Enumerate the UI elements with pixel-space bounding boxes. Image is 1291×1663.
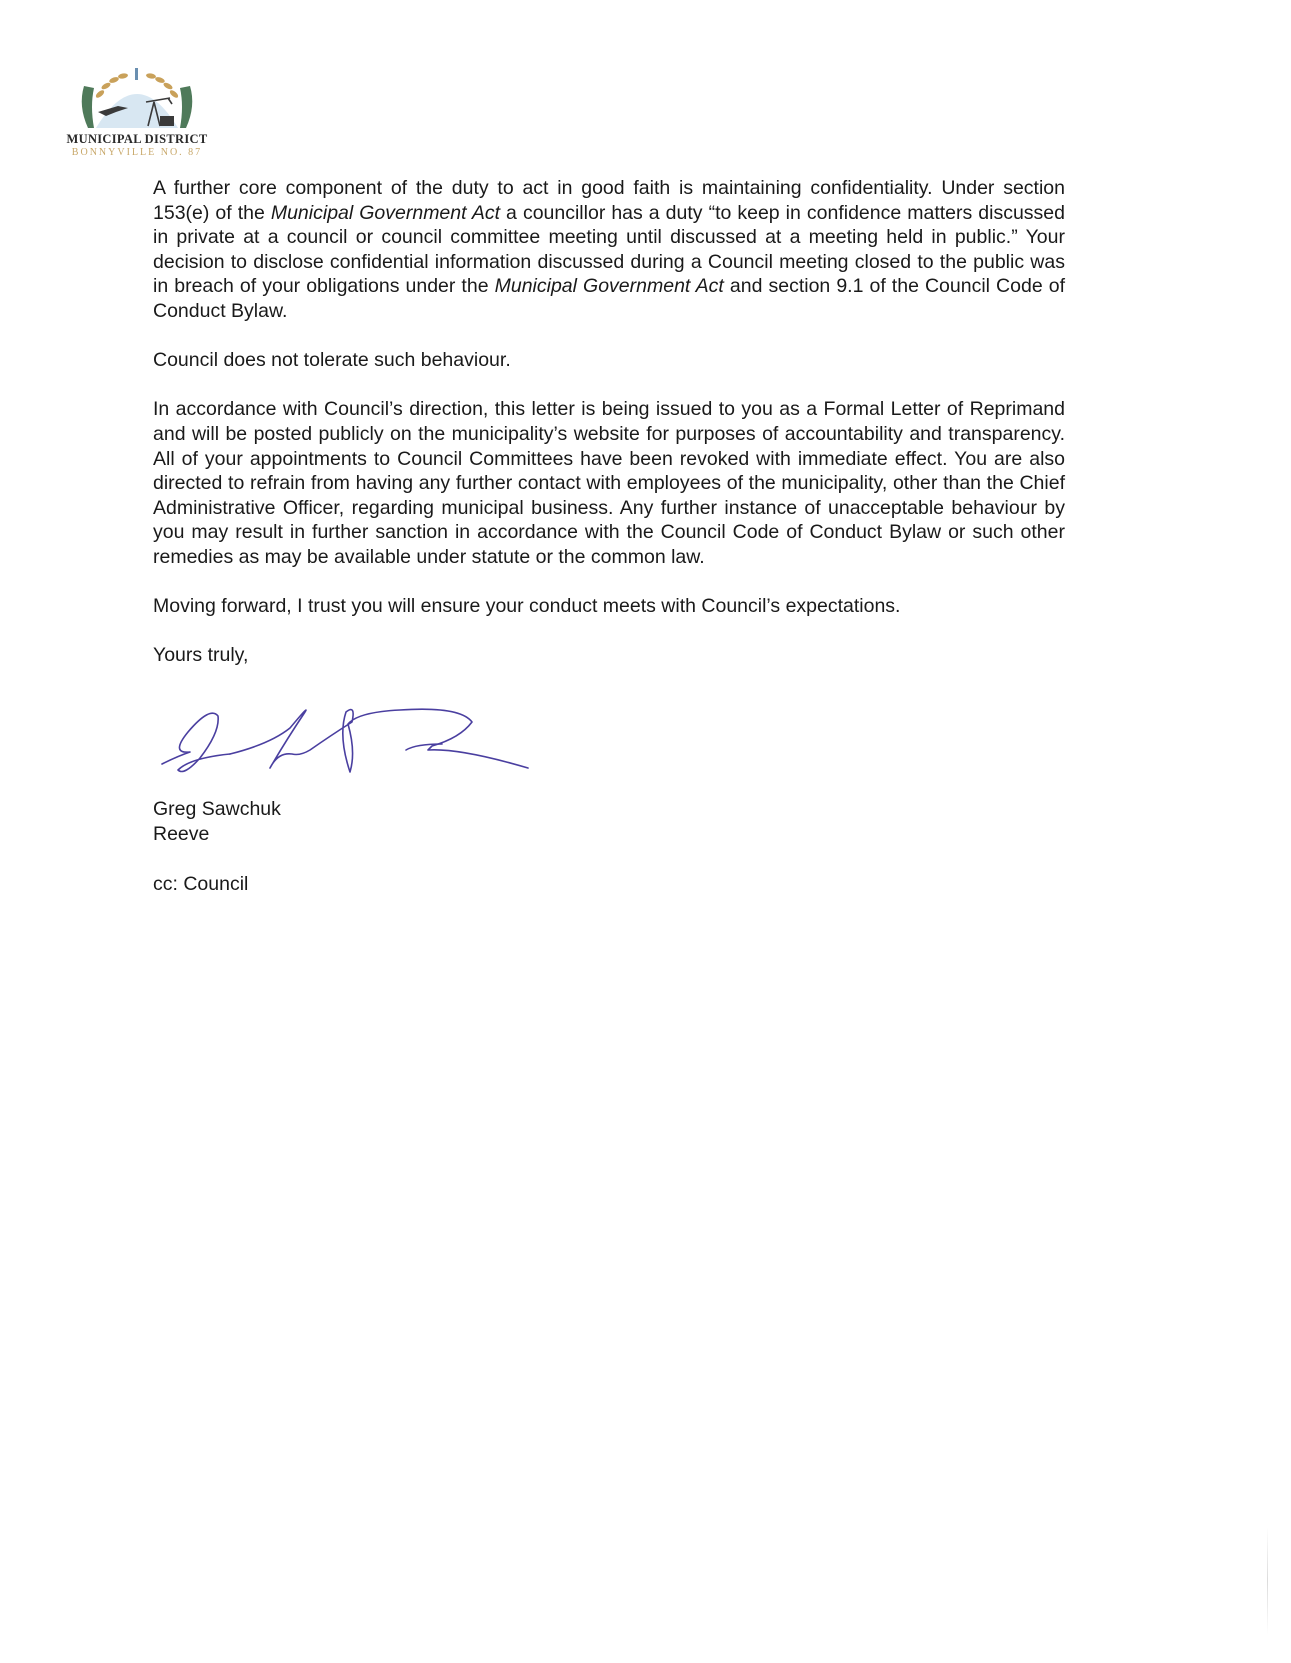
paragraph-text: A further core component of the duty to act in good faith is maintaining confidentiality. Under section 153(e) of the <box>153 177 1065 224</box>
paragraph-tolerance <box>153 348 1065 373</box>
paragraph-text: Moving forward, I trust you will ensure your conduct meets with Council’s expectations. <box>153 595 901 618</box>
signer-name: Greg Sawchuk <box>153 798 281 820</box>
signature-block <box>153 797 281 847</box>
paragraph-text: In accordance with Council’s direction, this letter is being issued to you as a Formal Letter of Reprimand and will be posted publicly on the municipality’s website for purposes of accountability and transparency. All of your appointments to Council Committees have been revoked with immediate effect. You are also directed to refrain from having any further contact with employees of the municipality, other than the Chief Administrative Officer, regarding municipal business. Any further instance of unacceptable behaviour by you may result in further sanction in accordance with the Council Code of Conduct Bylaw or such other remedies as may be available under statute or the common law. <box>153 398 1065 568</box>
closing-text: Yours truly, <box>153 644 249 667</box>
handwritten-signature-icon <box>160 692 540 792</box>
act-title-italic: Municipal Government Act <box>494 275 724 298</box>
letter-body <box>153 176 1065 692</box>
cc-line: cc: Council <box>153 873 249 895</box>
paragraph-text: and section 9.1 of the Council Code of Conduct Bylaw. <box>153 275 1065 322</box>
closing <box>153 643 1065 668</box>
logo-title: MUNICIPAL DISTRICT <box>66 132 208 146</box>
paragraph-moving-forward <box>153 594 1065 619</box>
paragraph-text: a councillor has a duty “to keep in confidence matters discussed in private at a council or council committee meeting until discussed at a meeting held in public.” Your decision to disclose confidential information discussed during a Council meeting closed to the public was in breach of your obligations under the <box>153 201 1065 298</box>
paragraph-text: Council does not tolerate such behaviour. <box>153 349 511 372</box>
signer-title: Reeve <box>153 823 210 845</box>
act-title-italic: Municipal Government Act <box>270 201 501 224</box>
paragraph-reprimand <box>153 397 1065 569</box>
municipal-crest-icon <box>76 66 198 130</box>
logo-subtitle: BONNYVILLE NO. 87 <box>71 147 203 158</box>
scan-artifact <box>1267 1527 1268 1635</box>
paragraph-confidentiality <box>153 176 1065 324</box>
municipal-logo <box>62 66 212 166</box>
